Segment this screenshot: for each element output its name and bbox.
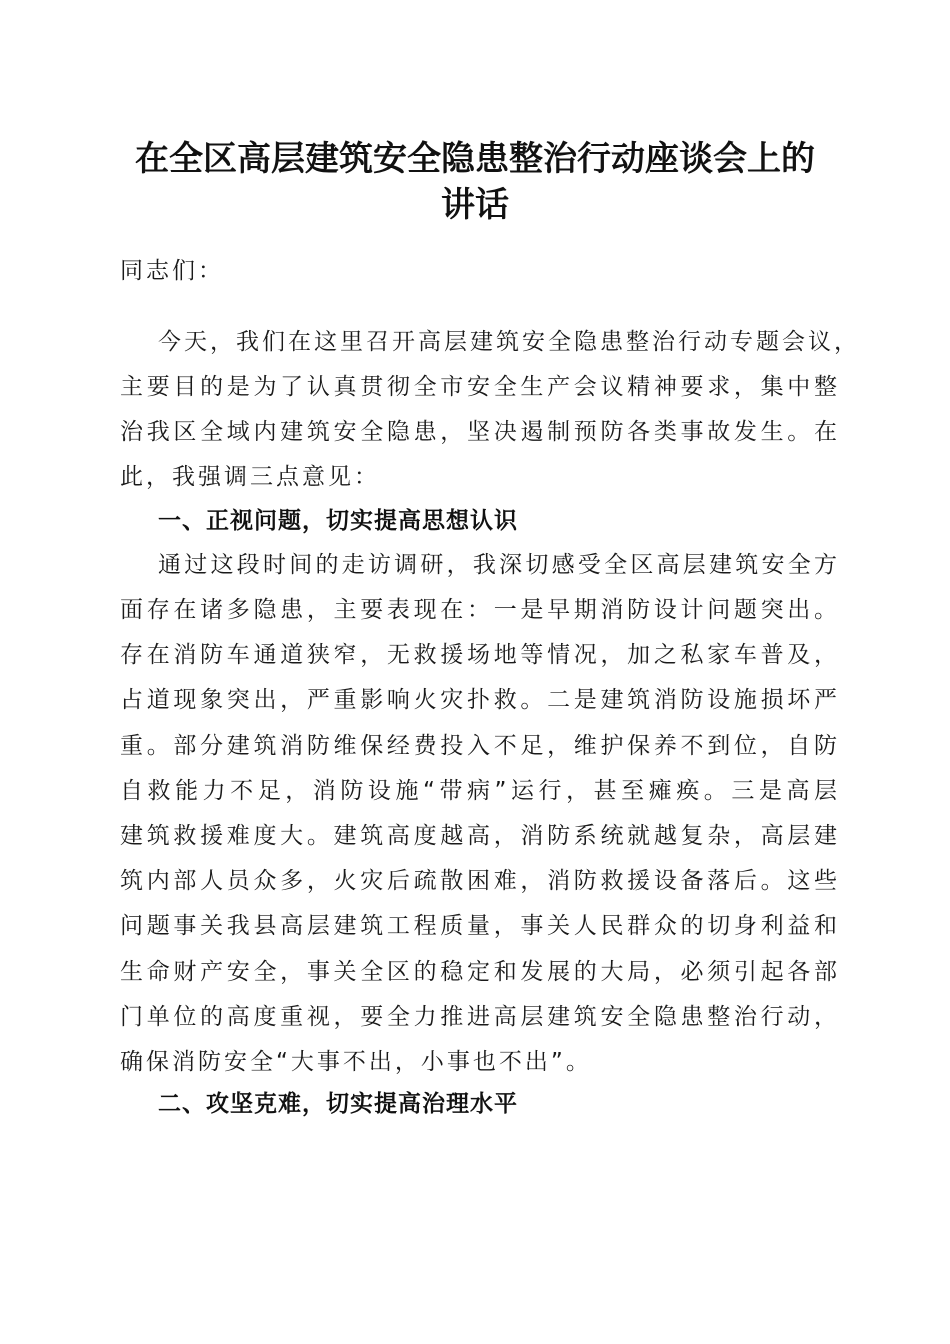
section-1-line: 占道现象突出，严重影响火灾扑救。二是建筑消防设施损坏严 (120, 687, 840, 713)
section-1-line: 面存在诸多隐患，主要表现在：一是早期消防设计问题突出。 (120, 597, 840, 623)
section-1-line: 存在消防车通道狭窄，无救援场地等情况，加之私家车普及， (120, 642, 840, 668)
section-1-line: 筑内部人员众多，火灾后疏散困难，消防救援设备落后。这些 (120, 868, 840, 894)
section-1-heading: 一、正视问题，切实提高思想认识 (158, 508, 518, 534)
intro-line: 此，我强调三点意见： (120, 464, 380, 490)
salutation: 同志们： (120, 258, 224, 284)
section-1-line: 门单位的高度重视，要全力推进高层建筑安全隐患整治行动， (120, 1004, 840, 1030)
document-title-line-1: 在全区高层建筑安全隐患整治行动座谈会上的 (135, 139, 815, 179)
section-1-line: 问题事关我县高层建筑工程质量，事关人民群众的切身利益和 (120, 913, 840, 939)
section-1-line: 重。部分建筑消防维保经费投入不足，维护保养不到位，自防 (120, 733, 840, 759)
intro-line: 今天，我们在这里召开高层建筑安全隐患整治行动专题会议， (158, 329, 860, 355)
section-2-heading: 二、攻坚克难，切实提高治理水平 (158, 1091, 518, 1117)
intro-line: 治我区全域内建筑安全隐患，坚决遏制预防各类事故发生。在 (120, 419, 840, 445)
section-1-line: 生命财产安全，事关全区的稳定和发展的大局，必须引起各部 (120, 959, 840, 985)
document-title-line-2: 讲话 (441, 185, 509, 225)
section-1-line: 建筑救援难度大。建筑高度越高，消防系统就越复杂，高层建 (120, 823, 840, 849)
intro-line: 主要目的是为了认真贯彻全市安全生产会议精神要求，集中整 (120, 374, 840, 400)
section-1-line: 确保消防安全“大事不出，小事也不出”。 (120, 1049, 592, 1075)
section-1-line: 通过这段时间的走访调研，我深切感受全区高层建筑安全方 (158, 552, 840, 578)
section-1-line: 自救能力不足，消防设施“带病”运行，甚至瘫痪。三是高层 (120, 778, 840, 804)
